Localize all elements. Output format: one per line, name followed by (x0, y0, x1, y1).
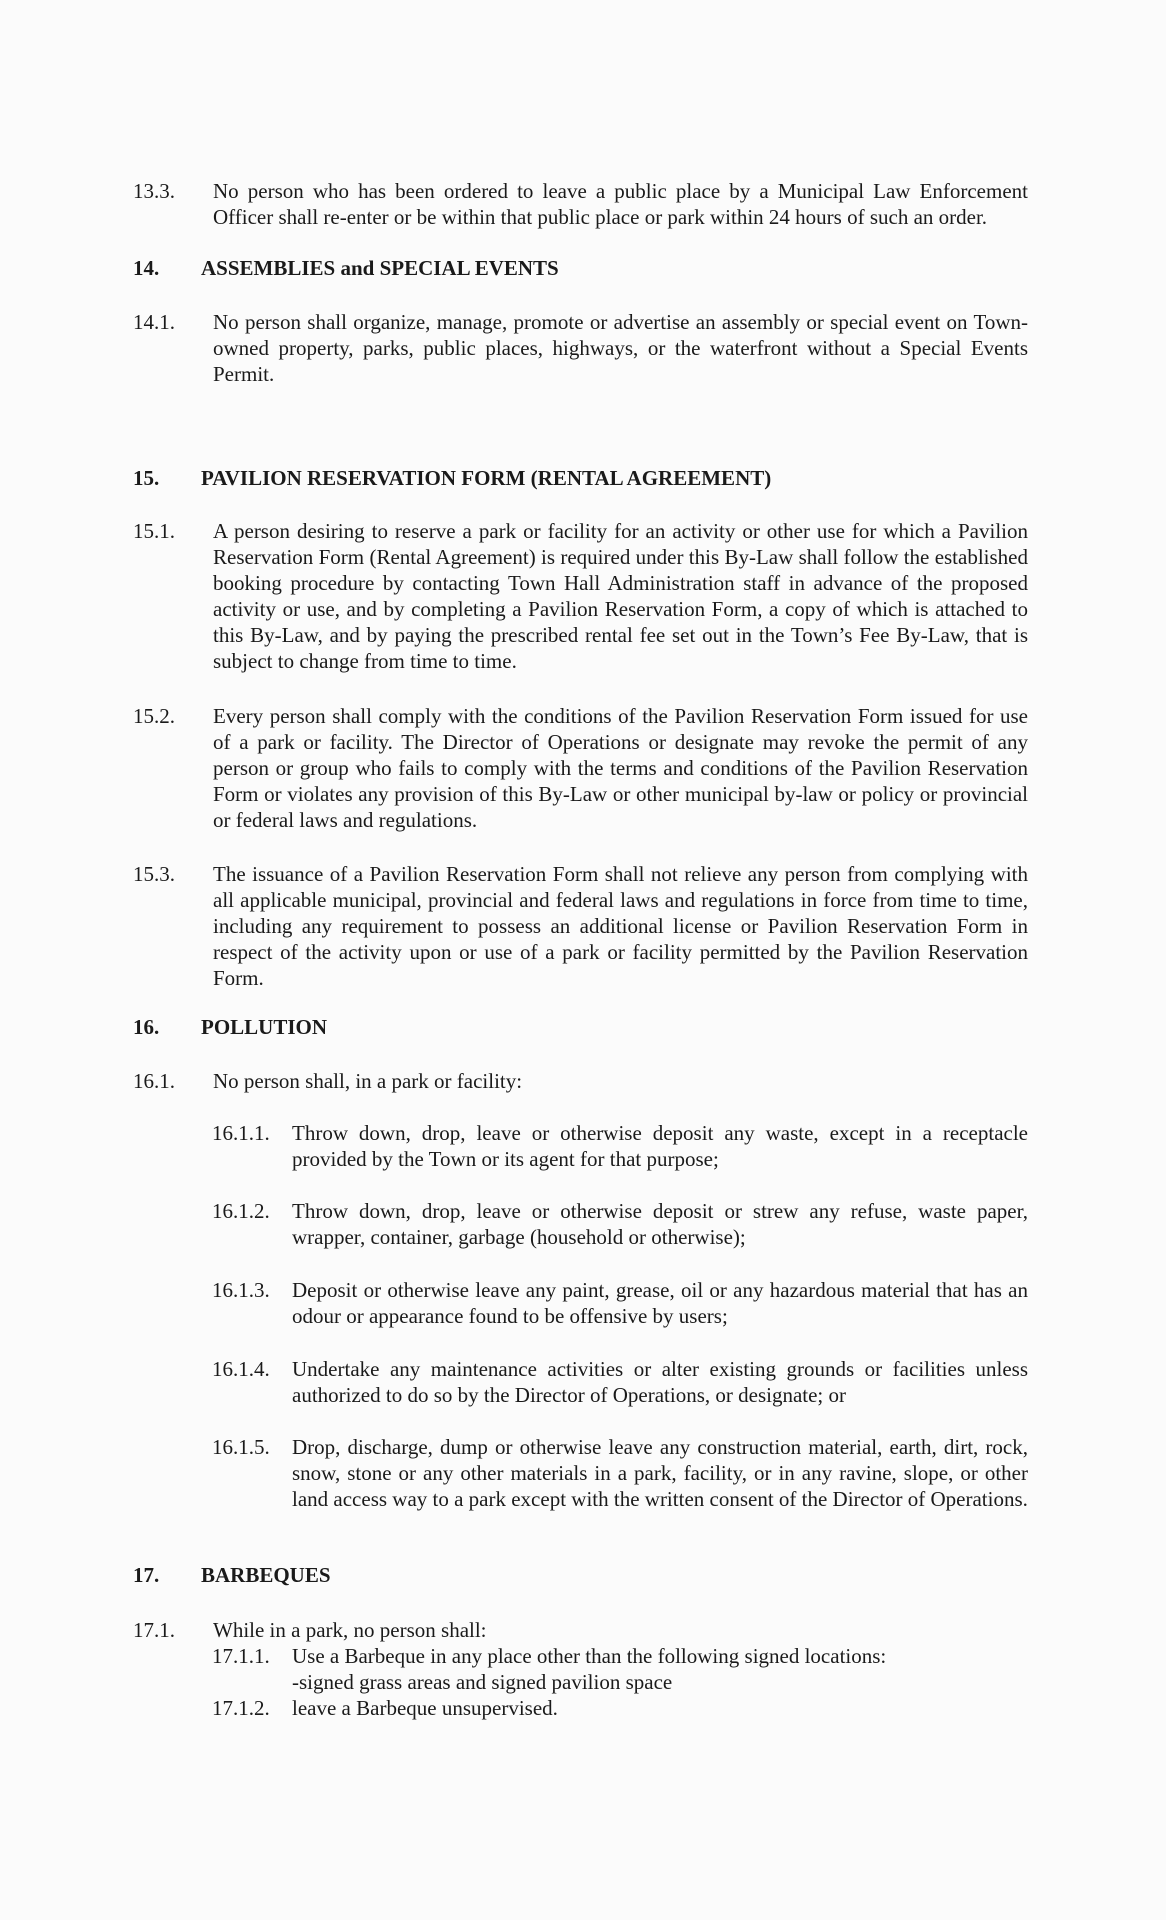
section-number: 15.1. (133, 519, 175, 543)
section-number: 17. (133, 1563, 160, 1587)
section-number: 15.3. (133, 862, 175, 886)
section-number: 13.3. (133, 179, 175, 203)
section-text: leave a Barbeque unsupervised. (292, 1696, 558, 1720)
section-subtext: -signed grass areas and signed pavilion space (292, 1670, 673, 1694)
section-text: Drop, discharge, dump or otherwise leave any construction material, earth, dirt, rock, snow, stone or any other materials in a park, facility, or in any ravine, slope, or other land access way to a park except with the written consent of the Director of Operations. (292, 1435, 1028, 1511)
section-text: Throw down, drop, leave or otherwise deposit any waste, except in a receptacle provided by the Town or its agent for that purpose; (292, 1121, 1028, 1171)
section-14-heading (133, 255, 1028, 281)
section-number: 16.1.4. (212, 1357, 270, 1381)
section-15-2 (133, 703, 1028, 833)
section-number: 17.1. (133, 1618, 175, 1642)
section-15-heading (133, 465, 1028, 491)
section-16-1 (133, 1068, 1028, 1094)
section-16-1-4 (212, 1356, 1028, 1408)
section-title: BARBEQUES (201, 1563, 331, 1587)
section-number: 16.1.3. (212, 1278, 270, 1302)
section-17-1-1 (212, 1643, 1028, 1695)
section-number: 16. (133, 1015, 160, 1039)
section-16-1-2 (212, 1198, 1028, 1250)
section-text: No person who has been ordered to leave a public place by a Municipal Law Enforcement Officer shall re-enter or be within that public place or park within 24 hours of such an order. (213, 179, 1028, 229)
section-13-3 (133, 178, 1028, 230)
section-14-1 (133, 309, 1028, 387)
section-16-1-5 (212, 1434, 1028, 1512)
section-title: PAVILION RESERVATION FORM (RENTAL AGREEMENT) (201, 466, 772, 490)
section-text: Undertake any maintenance activities or alter existing grounds or facilities unless authorized to do so by the Director of Operations, or designate; or (292, 1357, 1028, 1407)
section-text: A person desiring to reserve a park or facility for an activity or other use for which a Pavilion Reservation Form (Rental Agreement) is required under this By-Law shall follow the established booking procedure by contacting Town Hall Administration staff in advance of the proposed activity or use, and by completing a Pavilion Reservation Form, a copy of which is attached to this By-Law, and by paying the prescribed rental fee set out in the Town’s Fee By-Law, that is subject to change from time to time. (213, 519, 1028, 673)
section-15-3 (133, 861, 1028, 991)
section-title: POLLUTION (201, 1015, 328, 1039)
section-number: 15. (133, 466, 160, 490)
section-text: No person shall organize, manage, promote or advertise an assembly or special event on Town-owned property, parks, public places, highways, or the waterfront without a Special Events Permit. (213, 310, 1028, 386)
section-number: 16.1. (133, 1069, 175, 1093)
section-text: Throw down, drop, leave or otherwise deposit or strew any refuse, waste paper, wrapper, container, garbage (household or otherwise); (292, 1199, 1028, 1249)
section-16-1-3 (212, 1277, 1028, 1329)
section-number: 16.1.2. (212, 1199, 270, 1223)
section-17-1 (133, 1617, 1028, 1643)
section-15-1 (133, 518, 1028, 674)
section-text: While in a park, no person shall: (213, 1618, 487, 1642)
section-16-1-1 (212, 1120, 1028, 1172)
section-number: 16.1.1. (212, 1121, 270, 1145)
section-text: The issuance of a Pavilion Reservation Form shall not relieve any person from complying with all applicable municipal, provincial and federal laws and regulations in force from time to time, including any requirement to possess an additional license or Pavilion Reservation Form in respect of the activity upon or use of a park or facility permitted by the Pavilion Reservation Form. (213, 862, 1028, 990)
section-17-1-2 (212, 1695, 1028, 1721)
section-number: 15.2. (133, 704, 175, 728)
section-number: 16.1.5. (212, 1435, 270, 1459)
section-16-heading (133, 1014, 1028, 1040)
section-text: Use a Barbeque in any place other than the following signed locations: (292, 1644, 887, 1668)
section-text: Deposit or otherwise leave any paint, grease, oil or any hazardous material that has an odour or appearance found to be offensive by users; (292, 1278, 1028, 1328)
section-number: 17.1.1. (212, 1644, 270, 1668)
section-number: 17.1.2. (212, 1696, 270, 1720)
section-text: No person shall, in a park or facility: (213, 1069, 523, 1093)
section-number: 14. (133, 256, 160, 280)
section-number: 14.1. (133, 310, 175, 334)
section-text: Every person shall comply with the conditions of the Pavilion Reservation Form issued for use of a park or facility. The Director of Operations or designate may revoke the permit of any person or group who fails to comply with the terms and conditions of the Pavilion Reservation Form or violates any provision of this By-Law or other municipal by-law or policy or provincial or federal laws and regulations. (213, 704, 1028, 832)
section-17-heading (133, 1562, 1028, 1588)
section-title: ASSEMBLIES and SPECIAL EVENTS (201, 256, 559, 280)
